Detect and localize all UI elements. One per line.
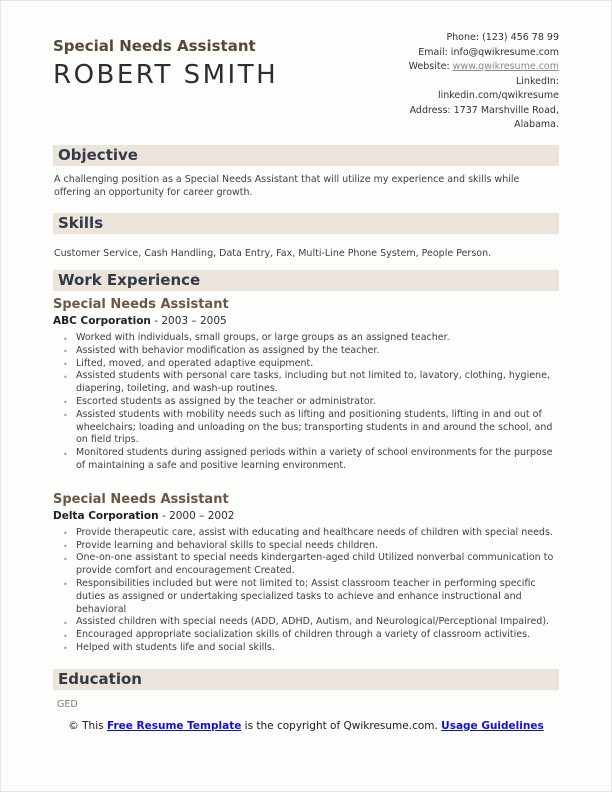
- job-bullet: • Responsibilities included but were not limited to; Assist classroom teacher in performing specific duties as assigned or undertaking specialized tasks to achieve and enhance instructional and behavioral: [53, 578, 559, 616]
- job-bullet-list: [53, 332, 559, 473]
- footer-copyright-prefix: © This: [68, 719, 107, 732]
- contact-address-line2: Alabama.: [514, 119, 559, 130]
- job-bullet: • Helped with students life and social skills.: [53, 642, 559, 655]
- section-heading-objective: Objective: [53, 145, 559, 166]
- education-text: GED: [57, 698, 78, 710]
- free-resume-template-link[interactable]: Free Resume Template: [106, 719, 242, 732]
- objective-text: A challenging position as a Special Needs Assistant that will utilize my experience and skills while offering an opportunity for career growth.: [54, 174, 520, 198]
- job-bullet: • Provide therapeutic care, assist with educating and healthcare needs of children with special needs.: [53, 527, 559, 540]
- job-entry-2: [53, 493, 559, 655]
- job-bullet-list: [53, 527, 559, 655]
- contact-website: [369, 60, 559, 75]
- job-title: Special Needs Assistant: [53, 491, 229, 507]
- footer-copyright-middle: is the copyright of Qwikresume.com.: [241, 719, 442, 732]
- job-bullet: • Monitored students during assigned periods within a variety of school environments for the purpose of maintaining a safe and positive learning environment.: [53, 447, 559, 473]
- job-bullet: • Escorted students as assigned by the teacher or administrator.: [53, 396, 559, 409]
- contact-block: [369, 31, 559, 133]
- job-company-line: [53, 315, 559, 328]
- contact-website-label: Website:: [408, 61, 453, 72]
- job-bullet: • Encouraged appropriate socialization skills of children through a variety of classroom activities.: [53, 629, 559, 642]
- job-company: Delta Corporation: [53, 509, 159, 522]
- job-bullet: • Lifted, moved, and operated adaptive equipment.: [53, 358, 559, 371]
- skills-text: Customer Service, Cash Handling, Data Entry, Fax, Multi-Line Phone System, People Person.: [54, 248, 492, 259]
- header-identity: [53, 31, 278, 133]
- job-bullet: • Assisted with behavior modification as assigned by the teacher.: [53, 345, 559, 358]
- contact-email: Email: info@qwikresume.com: [418, 46, 559, 58]
- job-bullet: • Worked with individuals, small groups, or large groups as an assigned teacher.: [53, 332, 559, 345]
- job-company: ABC Corporation: [53, 315, 151, 327]
- usage-guidelines-link[interactable]: Usage Guidelines: [441, 719, 544, 732]
- job-bullet: • Assisted children with special needs (ADD, ADHD, Autism, and Neurological/Perceptional Impaired).: [53, 616, 559, 629]
- job-bullet: • Assisted students with personal care tasks, including but not limited to, lavatory, clothing, hygiene, diapering, toileting, and wash-up routines.: [53, 370, 559, 396]
- job-entry-1: [53, 298, 559, 473]
- section-heading-work-experience: Work Experience: [53, 270, 559, 291]
- job-dates: - 2000 – 2002: [158, 509, 235, 522]
- contact-linkedin-label: LinkedIn:: [515, 75, 559, 87]
- contact-address-line1: Address: 1737 Marshville Road,: [409, 104, 559, 116]
- contact-linkedin-value: linkedin.com/qwikresume: [437, 90, 559, 101]
- job-title: Special Needs Assistant: [53, 297, 229, 312]
- job-dates: - 2003 – 2005: [150, 315, 227, 327]
- person-name: ROBERT SMITH: [53, 60, 279, 90]
- header: [53, 31, 559, 133]
- website-link[interactable]: www.qwikresume.com: [452, 61, 559, 72]
- job-company-line: [53, 510, 559, 523]
- job-bullet: • Provide learning and behavioral skills to special needs children.: [53, 540, 559, 553]
- contact-phone: Phone: (123) 456 78 99: [446, 32, 559, 43]
- job-bullet: • Assisted students with mobility needs such as lifting and positioning students, lifting in and out of wheelchairs; loading and unloading on the bus; transporting students in and around the school, and on field trips.: [53, 409, 559, 447]
- job-bullet: • One-on-one assistant to special needs kindergarten-aged child Utilized nonverbal communication to provide comfort and encouragement Created.: [53, 552, 559, 578]
- header-role-title: Special Needs Assistant: [53, 37, 256, 55]
- section-heading-education: Education: [53, 669, 559, 690]
- footer-copyright: [66, 719, 546, 733]
- section-heading-skills: Skills: [53, 213, 559, 234]
